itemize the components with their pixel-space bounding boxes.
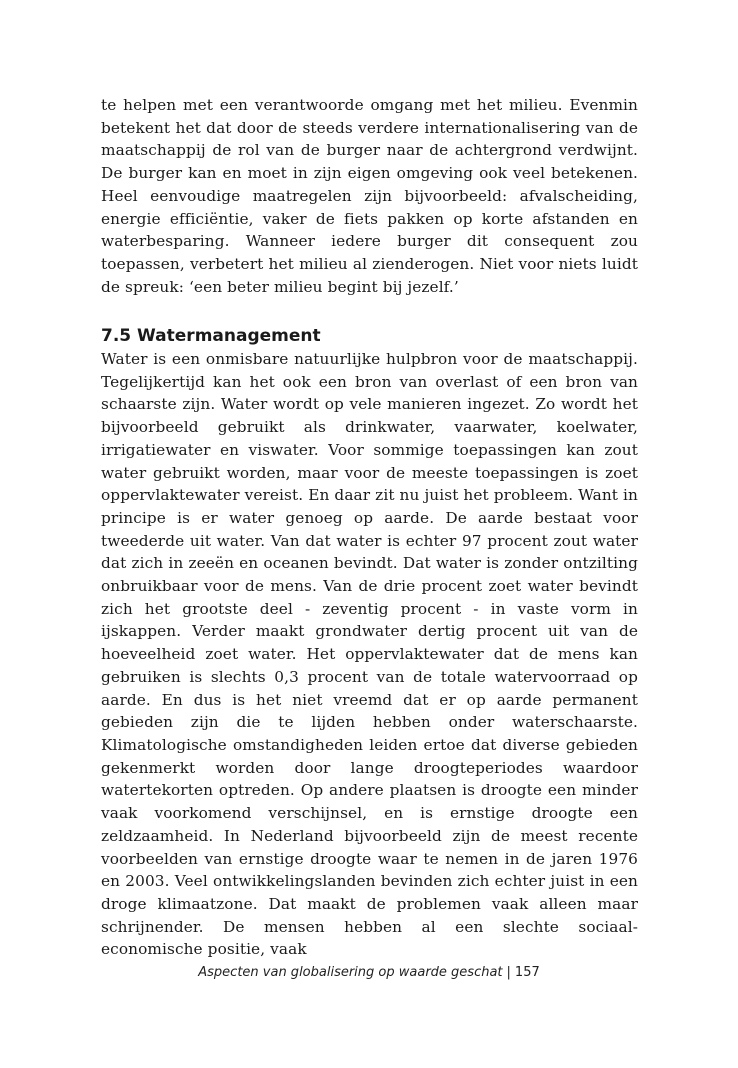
section-heading: 7.5 Watermanagement [101, 326, 321, 347]
page-footer [0, 964, 738, 982]
page-number: 157 [514, 965, 540, 980]
body-paragraph-2: Water is een onmisbare natuurlijke hulpbron voor de maatschappij. Tegelijkertijd kan het ook een bron van overlast of een bron van schaarste zijn. Water wordt op vele manieren ingezet. Zo wordt het bijvoorbeeld gebruikt als drinkwater, vaarwater, koelwater, irrigatiewater en viswater. Voor sommige toepassingen kan zout water gebruikt worden, maar voor de meeste toepassingen is zoet oppervlaktewater vereist. En daar zit nu juist het probleem. Want in principe is er water genoeg op aarde. De aarde bestaat voor tweederde uit water. Van dat water is echter 97 procent zout water dat zich in zeeën en oceanen bevindt. Dat water is zonder ontzilting onbruikbaar voor de mens. Van de drie procent zoet water bevindt zich het grootste deel - zeventig procent - in vaste vorm in ijskappen. Verder maakt grondwater dertig procent uit van de hoeveelheid zoet water. Het oppervlaktewater dat de mens kan gebruiken is slechts 0,3 procent van de totale watervoorraad op aarde. En dus is het niet vreemd dat er op aarde permanent gebieden zijn die te lijden hebben onder waterschaarste. Klimatologische omstandigheden leiden ertoe dat diverse gebieden gekenmerkt worden door lange droogteperiodes waardoor watertekorten optreden. Op andere plaatsen is droogte een minder vaak voorkomend verschijnsel, en is ernstige droogte een zeldzaamheid. In Nederland bijvoorbeeld zijn de meest recente voorbeelden van ernstige droogte waar te nemen in de jaren 1976 en 2003. Veel ontwikkelingslanden bevinden zich echter juist in een droge klimaatzone. Dat maakt de problemen vaak alleen maar schrijnender. De mensen hebben al een slechte sociaal-economische positie, vaak [101, 350, 638, 959]
footer-separator: | [506, 965, 511, 980]
page-body [101, 94, 638, 961]
footer-book-title: Aspecten van globalisering op waarde geschat [198, 965, 503, 980]
body-paragraph-1: te helpen met een verantwoorde omgang met het milieu. Evenmin betekent het dat door de steeds verdere internationalisering van de maatschappij de rol van de burger naar de achtergrond verdwijnt. De burger kan en moet in zijn eigen omgeving ook veel betekenen. Heel eenvoudige maatregelen zijn bijvoorbeeld: afvalscheiding, energie efficiëntie, vaker de fiets pakken op korte afstanden en waterbesparing. Wanneer iedere burger dit consequent zou toepassen, verbetert het milieu al zienderogen. Niet voor niets luidt de spreuk: ‘een beter milieu begint bij jezelf.’ [101, 96, 638, 296]
